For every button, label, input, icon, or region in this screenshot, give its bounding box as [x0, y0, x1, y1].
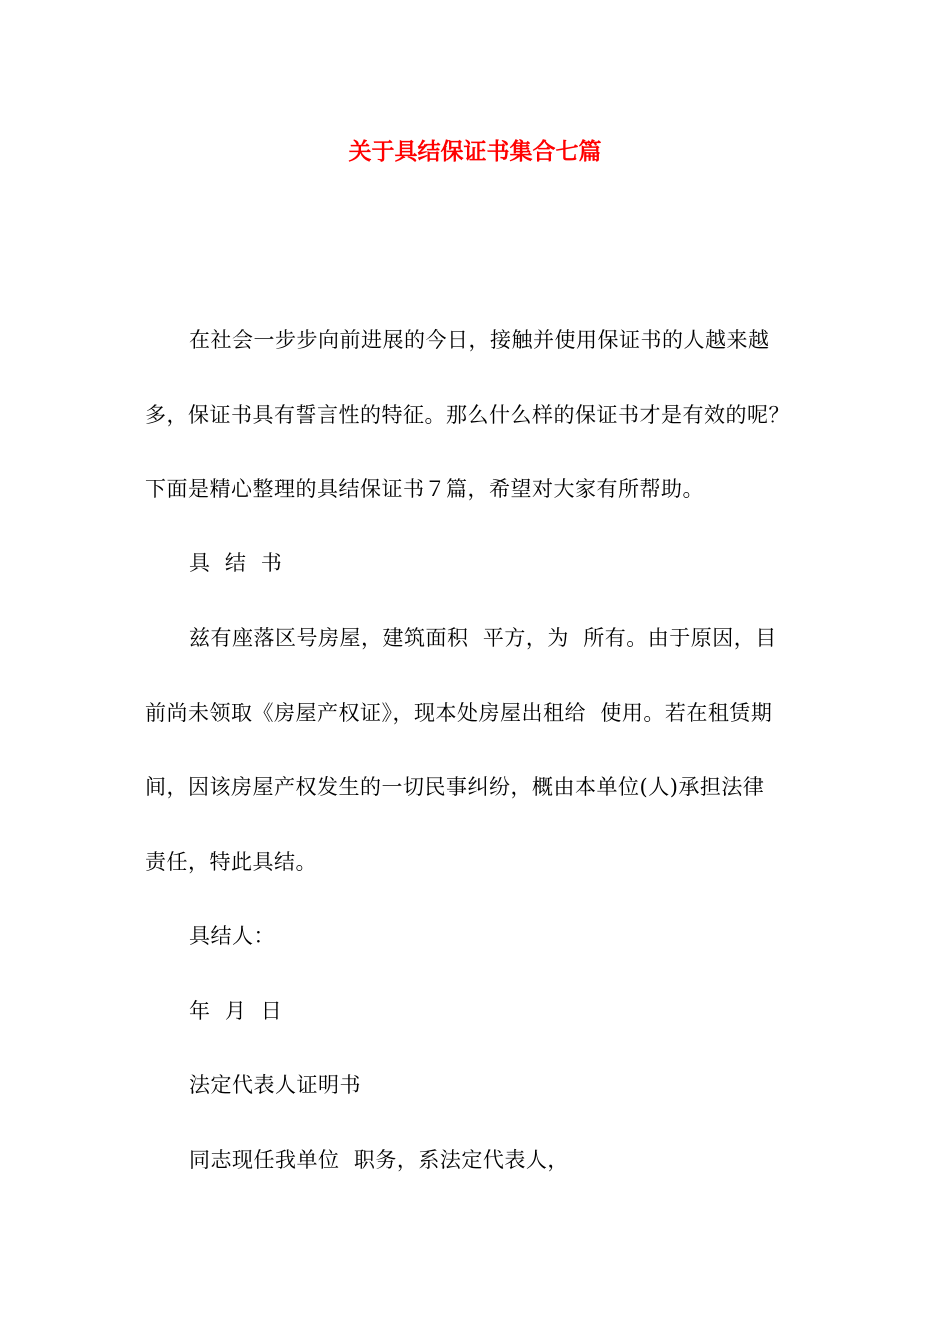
document-title: 关于具结保证书集合七篇: [348, 139, 602, 165]
date-label: 年 月 日: [189, 999, 283, 1023]
section-heading-juijieshu: 具 结 书: [189, 551, 283, 575]
body-line-3: 间，因该房屋产权发生的一切民事纠纷，概由本单位(人)承担法律: [145, 775, 765, 799]
body-line-1: 兹有座落区号房屋，建筑面积 平方，为 所有。由于原因，目: [189, 626, 777, 650]
section2-line-1: 同志现任我单位 职务，系法定代表人，: [189, 1148, 569, 1172]
signer-label: 具结人：: [189, 924, 275, 948]
intro-line-3: 下面是精心整理的具结保证书７篇，希望对大家有所帮助。: [145, 477, 704, 501]
intro-line-2: 多，保证书具有誓言性的特征。那么什么样的保证书才是有效的呢？: [145, 403, 790, 427]
body-line-2: 前尚未领取《房屋产权证》，现本处房屋出租给 使用。若在租赁期: [145, 701, 773, 725]
section-heading-legal-rep: 法定代表人证明书: [189, 1073, 361, 1097]
body-line-4: 责任，特此具结。: [145, 850, 317, 874]
intro-line-1: 在社会一步步向前进展的今日，接触并使用保证书的人越来越: [189, 328, 770, 352]
